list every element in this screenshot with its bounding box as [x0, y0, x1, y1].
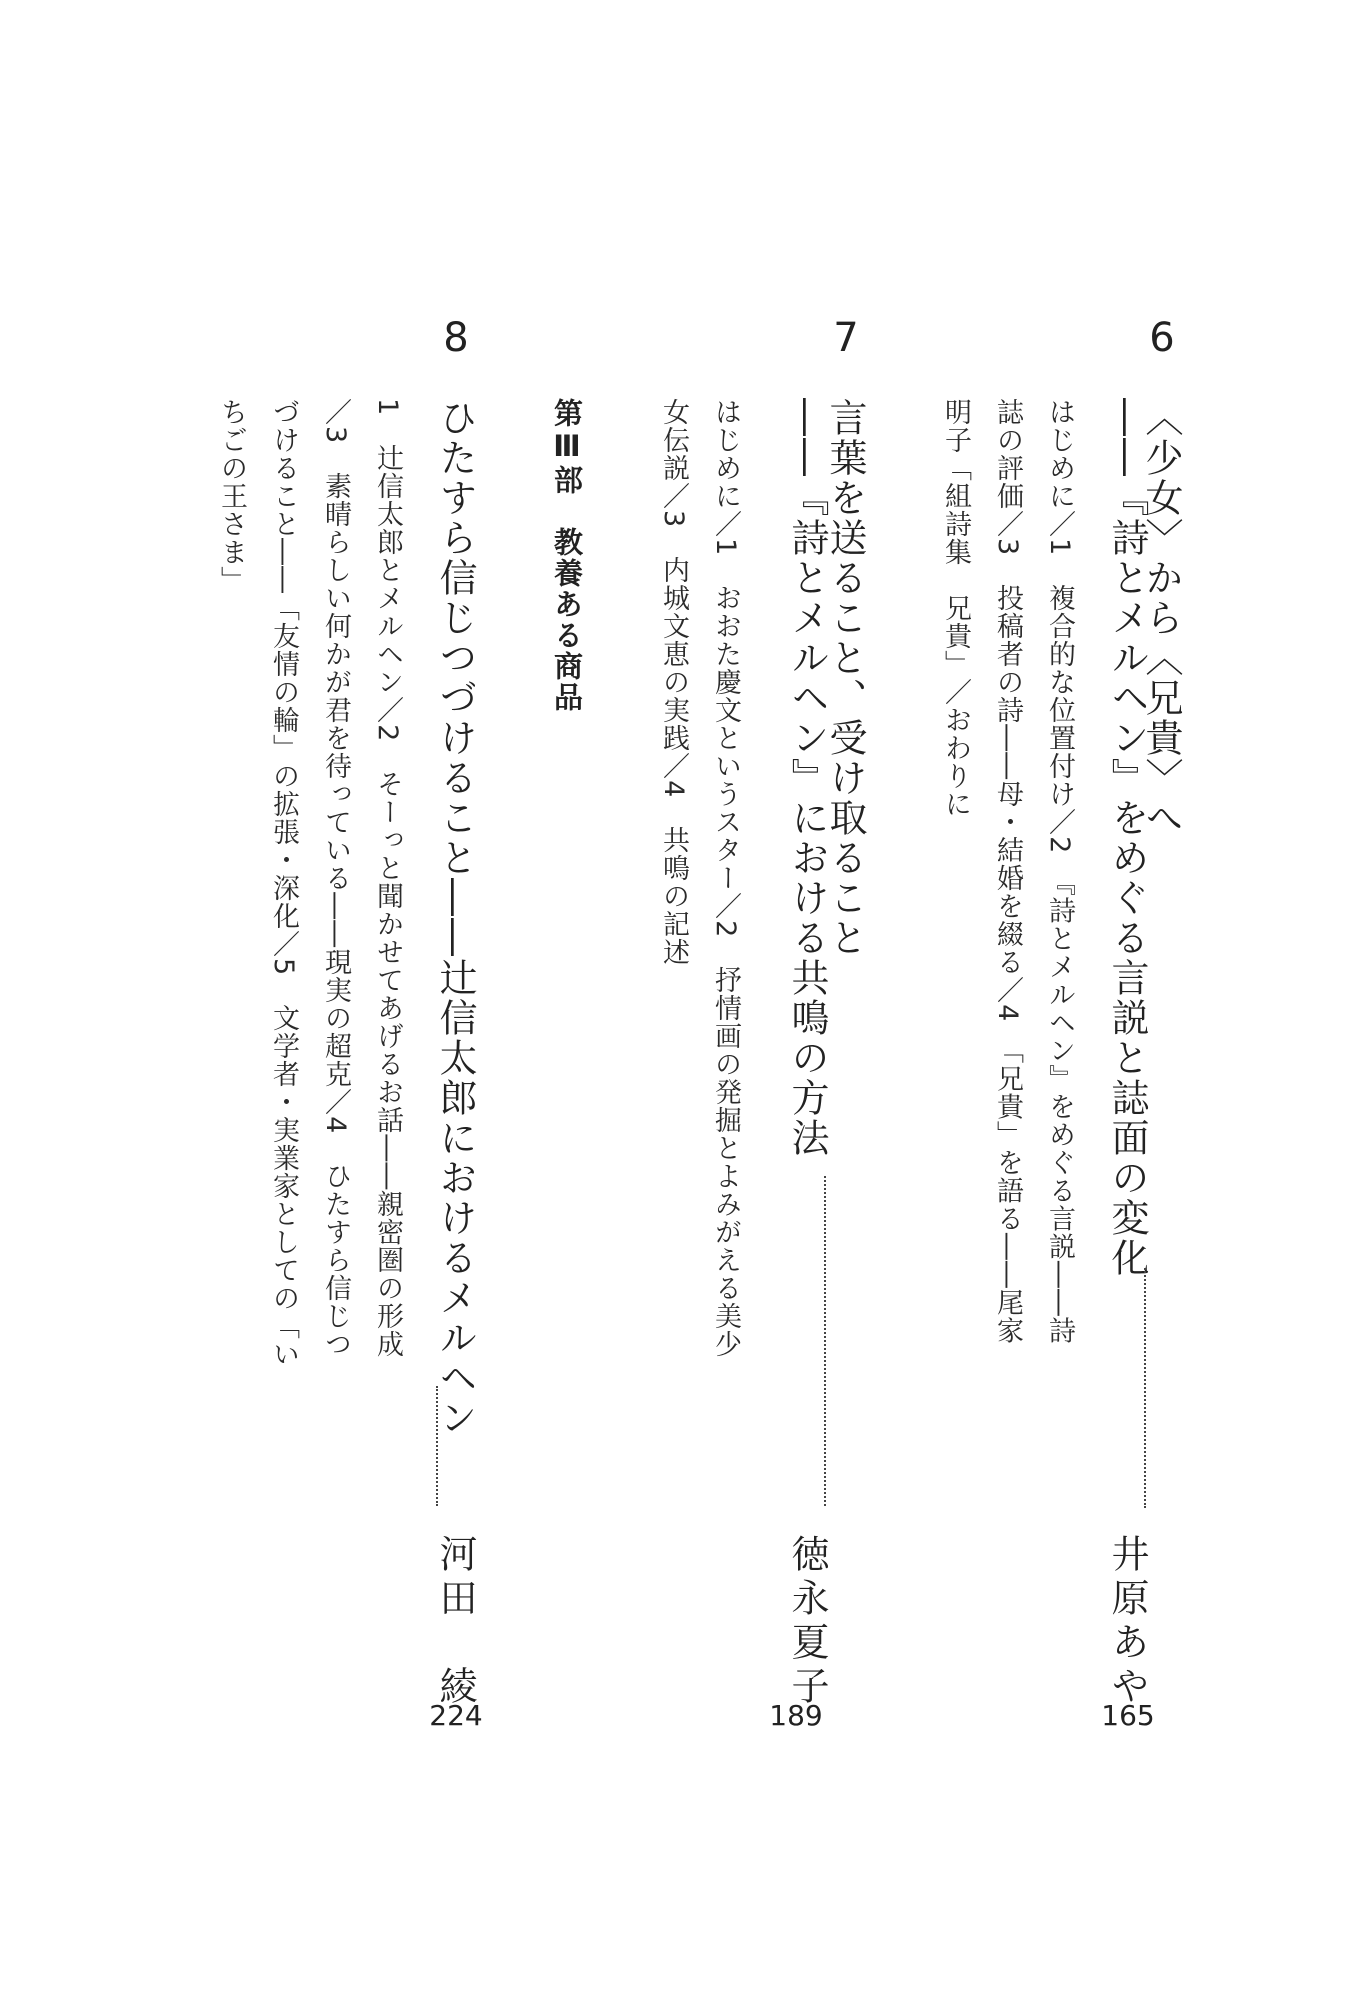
contents-line: 1 辻信太郎とメルヘン／2 そーっと聞かせてあげるお話――親密圏の形成 [372, 398, 403, 1359]
contents-line: 誌の評価／3 投稿者の詩――母・結婚を綴る／4 「兄貴」を語る――尾家 [992, 398, 1023, 1345]
chapter-title-text: 〈少女〉から〈兄貴〉へ [1139, 398, 1183, 838]
chapter-subtitle [1105, 398, 1149, 1278]
chapter-number: 6 [1149, 315, 1175, 361]
contents-line: づけること――「友情の輪」の拡張・深化／5 文学者・実業家としての「い [268, 398, 299, 1369]
contents-line: はじめに／1 おおた慶文というスター／2 抒情画の発掘とよみがえる美少 [710, 398, 741, 1359]
part-heading: 第Ⅲ部 教養ある商品 [550, 398, 584, 713]
chapter-number: 8 [443, 315, 469, 361]
dot-leader-line [1144, 1268, 1146, 1508]
contents-line: 女伝説／3 内城文恵の実践／4 共鳴の記述 [658, 398, 689, 967]
chapter-author: 徳永夏子 [785, 1534, 829, 1710]
contents-line: ちごの王さま」 [216, 398, 247, 594]
chapter-number: 7 [833, 315, 859, 361]
chapter-title-text: 言葉を送ること、受け取ること [823, 398, 867, 958]
page-number: 165 [1101, 1699, 1155, 1732]
contents-line: ／3 素晴らしい何かが君を待っている――現実の超克／4 ひたすら信じつ [320, 398, 351, 1359]
chapter-subtitle-text: ――『詩とメルヘン』をめぐる言説と誌面の変化 [1105, 398, 1149, 1278]
dot-leader-line [824, 1176, 826, 1506]
dot-leader-line [436, 1386, 438, 1506]
chapter-author: 井原あや [1105, 1534, 1149, 1710]
chapter-title [823, 398, 867, 958]
dot-leader [1126, 1268, 1164, 1508]
chapter-subtitle [785, 398, 829, 1158]
dot-leader [806, 1176, 844, 1506]
page-number: 189 [769, 1699, 823, 1732]
dot-leader [418, 1386, 456, 1506]
chapter-title-text: ひたすら信じつづけること――辻信太郎におけるメルヘン [433, 398, 477, 1438]
chapter-title [433, 398, 477, 1438]
contents-line: 明子「組詩集 兄貴」／おわりに [940, 398, 971, 818]
contents-line: はじめに／1 複合的な位置付け／2 『詩とメルヘン』をめぐる言説――詩 [1044, 398, 1075, 1345]
chapter-author: 河田 綾 [433, 1534, 477, 1710]
page-number: 224 [429, 1699, 483, 1732]
chapter-subtitle-text: ――『詩とメルヘン』における共鳴の方法 [785, 398, 829, 1158]
